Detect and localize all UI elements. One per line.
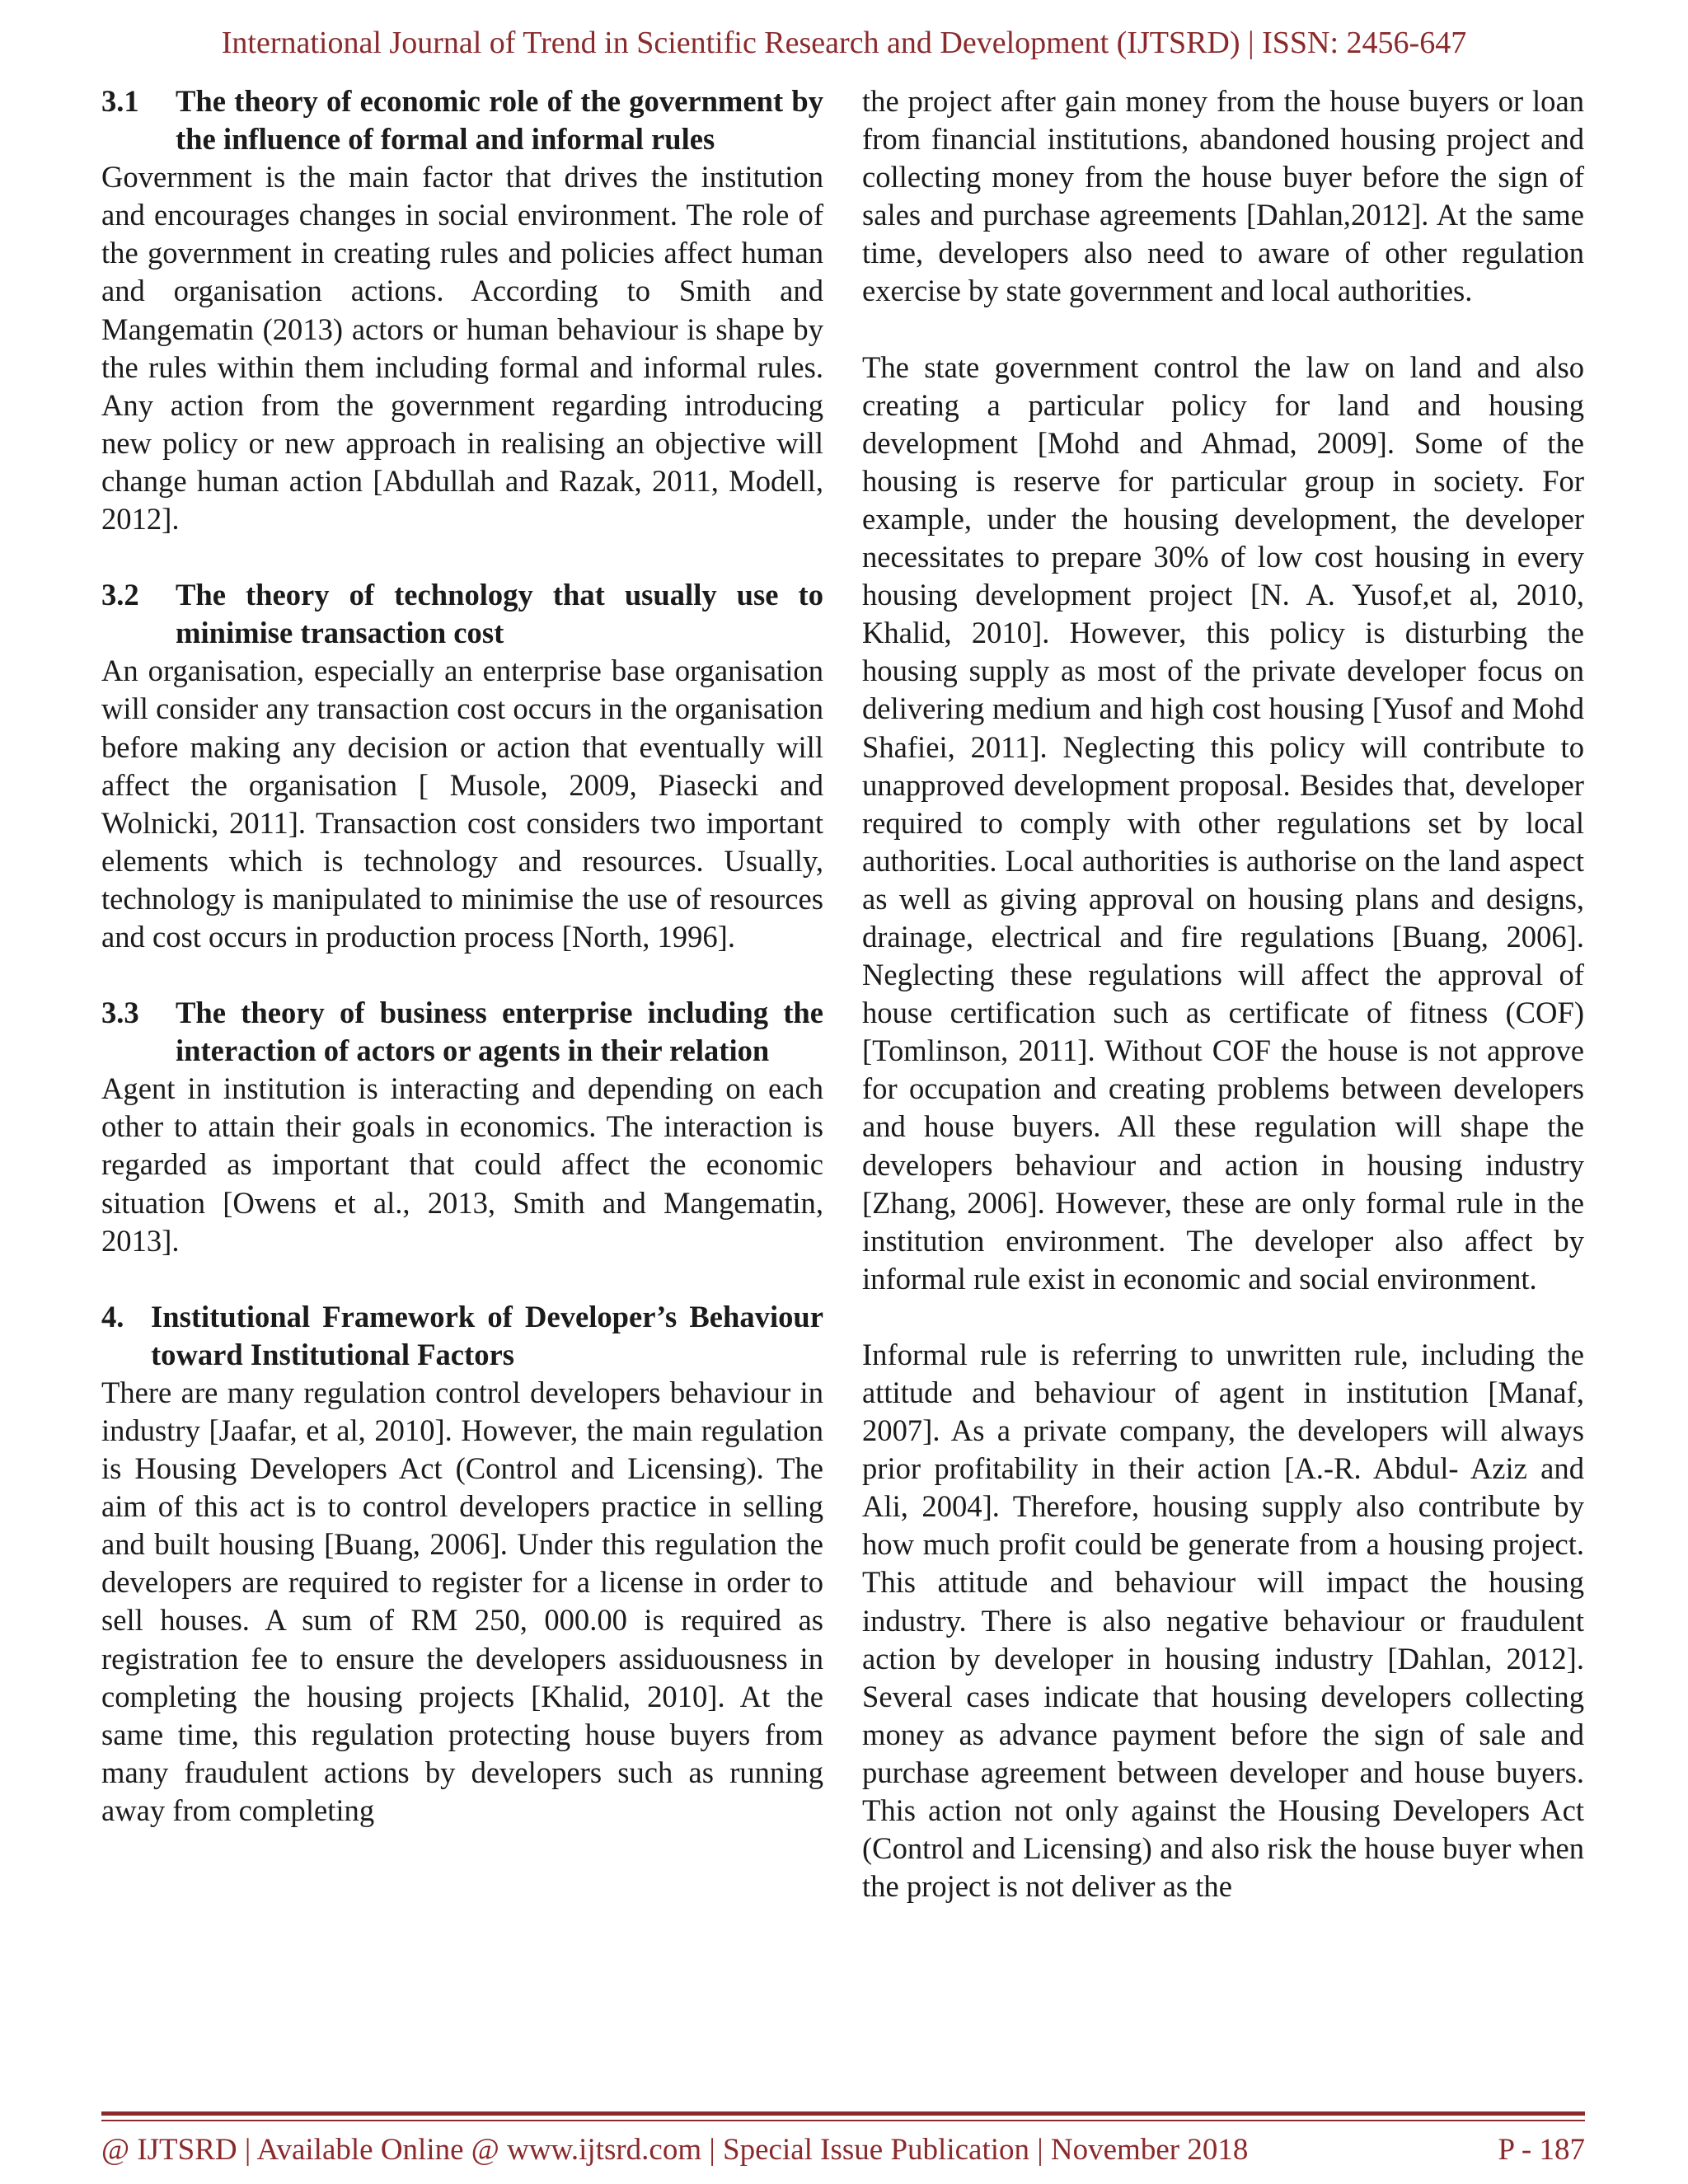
footer-rule [101,2111,1585,2116]
section-number: 3.3 [101,996,139,1030]
right-paragraph-1: the project after gain money from the house buyers or loan from financial institutions, abandoned housing project and collecting money from the house buyer before the sign of sales and purchase agreements [Dahlan,2012]. At the same time, developers also need to aware of other regulation exercise by state government and local authorities. [862,84,1584,308]
page-number: P - 187 [1498,2133,1585,2167]
section-number: 3.2 [101,578,139,612]
section-number: 3.1 [101,84,139,118]
journal-header: International Journal of Trend in Scientific Research and Development (IJTSRD) | ISSN: 2456-647 [221,26,1467,60]
right-column [862,82,1584,1905]
section-title: Institutional Framework of Developer’s Behaviour toward Institutional Factors [151,1299,823,1371]
left-column [101,82,823,1830]
section-3-1-paragraph: Government is the main factor that drives the institution and encourages changes in social environment. The role of the government in creating rules and policies affect human and organisation actions. According to Smith and Mangematin (2013) actors or human behaviour is shape by the rules within them including formal and informal rules. Any action from the government regarding introducing new policy or new approach in realising an objective will change human action [Abdullah and Razak, 2011, Modell, 2012]. [101,160,823,537]
section-3-1-heading [101,82,823,158]
section-title: The theory of economic role of the government by the influence of formal and informal rules [176,84,823,157]
section-4-paragraph: There are many regulation control developers behaviour in industry [Jaafar, et al, 2010]. However, the main regulation is Housing Developers Act (Control and Licensing). The aim of this act is to control developers practice in selling and built housing [Buang, 2006]. Under this regulation the developers are required to register for a license in order to sell houses. A sum of RM 250, 000.00 is required as registration fee to ensure the developers assiduousness in completing the housing projects [Khalid, 2010]. At the same time, this regulation protecting house buyers from many fraudulent actions by developers such as running away from completing [101,1375,823,1827]
section-number: 4. [101,1299,124,1333]
footer-rule-thin [101,2120,1585,2121]
section-4-heading [101,1298,823,1374]
right-paragraph-3: Informal rule is referring to unwritten rule, including the attitude and behaviour of agent in institution [Manaf, 2007]. As a private company, the developers will always prior profitability in their action [A.-R. Abdul- Aziz and Ali, 2004]. Therefore, housing supply also contribute by how much profit could be generate from a housing project. This attitude and behaviour will impact the housing industry. There is also negative behaviour or fraudulent action by developer in housing industry [Dahlan, 2012]. Several cases indicate that housing developers collecting money as advance payment before the sign of sale and purchase agreement between developer and house buyers. This action not only against the Housing Developers Act (Control and Licensing) and also risk the house buyer when the project is not deliver as the [862,1337,1584,1904]
section-title: The theory of technology that usually use to minimise transaction cost [176,578,823,650]
page-footer [101,2131,1585,2169]
footer-publication-info: @ IJTSRD | Available Online @ www.ijtsrd.com | Special Issue Publication | November 2018 [101,2133,1249,2167]
section-3-3-heading [101,994,823,1070]
section-3-3-paragraph: Agent in institution is interacting and depending on each other to attain their goals in economics. The interaction is regarded as important that could affect the economic situation [Owens et al., 2013, Smith and Mangematin, 2013]. [101,1071,823,1258]
section-3-2-paragraph: An organisation, especially an enterprise base organisation will consider any transaction cost occurs in the organisation before making any decision or action that eventually will affect the organisation [ Musole, 2009, Piasecki and Wolnicki, 2011]. Transaction cost considers two important elements which is technology and resources. Usually, technology is manipulated to minimise the use of resources and cost occurs in production process [North, 1996]. [101,654,823,954]
right-paragraph-2: The state government control the law on land and also creating a particular policy for land and housing development [Mohd and Ahmad, 2009]. Some of the housing is reserve for particular group in society. For example, under the housing development, the developer necessitates to prepare 30% of low cost housing in every housing development project [N. A. Yusof,et al, 2010, Khalid, 2010]. However, this policy is disturbing the housing supply as most of the private developer focus on delivering medium and high cost housing [Yusof and Mohd Shafiei, 2011]. Neglecting this policy will contribute to unapproved development proposal. Besides that, developer required to comply with other regulations set by local authorities. Local authorities is authorise on the land aspect as well as giving approval on housing plans and designs, drainage, electrical and fire regulations [Buang, 2006]. Neglecting these regulations will affect the approval of house certification such as certificate of fitness (COF) [Tomlinson, 2011]. Without COF the house is not approve for occupation and creating problems between developers and house buyers. All these regulation will shape the developers behaviour and action in housing industry [Zhang, 2006]. However, these are only formal rule in the institution environment. The developer also affect by informal rule exist in economic and social environment. [862,349,1584,1296]
section-title: The theory of business enterprise including the interaction of actors or agents in their relation [176,996,823,1068]
section-3-2-heading [101,576,823,652]
